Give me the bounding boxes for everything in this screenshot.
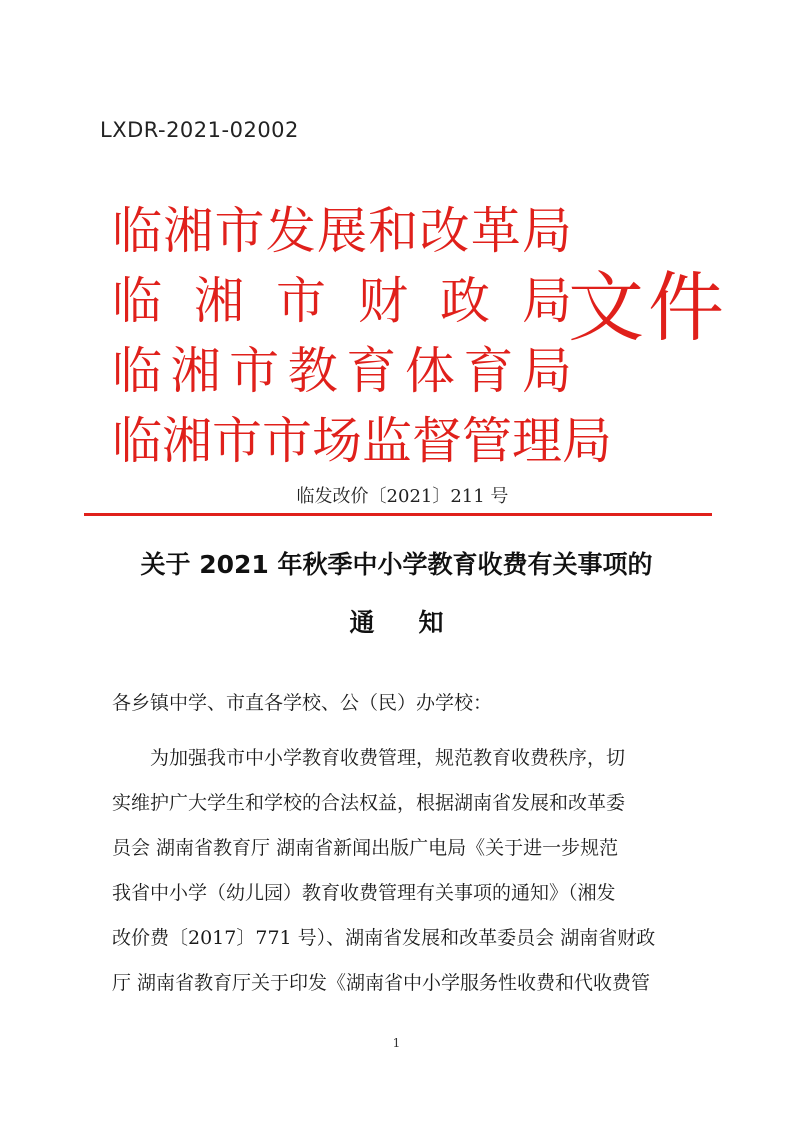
issuing-agencies [112,196,612,476]
body-line: 员会 湖南省教育厅 湖南省新闻出版广电局《关于进一步规范 [112,837,619,859]
body-line: 我省中小学（幼儿园）教育收费管理有关事项的通知》（湘发 [112,882,616,904]
document-code: LXDR-2021-02002 [100,118,299,142]
document-title-line-2: 通知 [349,608,488,637]
document-title-line-1: 关于 2021 年秋季中小学教育收费有关事项的 [140,550,653,579]
body-line: 厅 湖南省教育厅关于印发《湖南省中小学服务性收费和代收费管 [112,972,651,994]
issuer-development-reform-bureau: 临 湘 市 发 展 和 改 革 局 [112,202,572,260]
red-divider-line [84,513,712,516]
issuer-education-sports-bureau: 临 湘 市 教 育 体 育 局 [112,342,572,400]
document-suffix-wenjian: 文件 [568,263,728,352]
body-text [112,736,702,1006]
issuer-finance-bureau: 临 湘 市 财 政 局 [112,272,572,330]
document-number: 临发改价〔2021〕211 号 [296,486,509,507]
body-line: 改价费〔2017〕771 号）、湖南省发展和改革委员会 湖南省财政 [112,927,656,949]
body-line: 实维护广大学生和学校的合法权益，根据湖南省发展和改革委 [112,792,626,814]
body-line: 为加强我市中小学教育收费管理，规范教育收费秩序，切 [150,747,626,769]
salutation: 各乡镇中学、市直各学校、公（民）办学校： [112,692,493,714]
issuer-market-supervision-bureau: 临 湘 市 市 场 监 督 管 理 局 [112,412,612,470]
page-number: 1 [392,1036,401,1050]
